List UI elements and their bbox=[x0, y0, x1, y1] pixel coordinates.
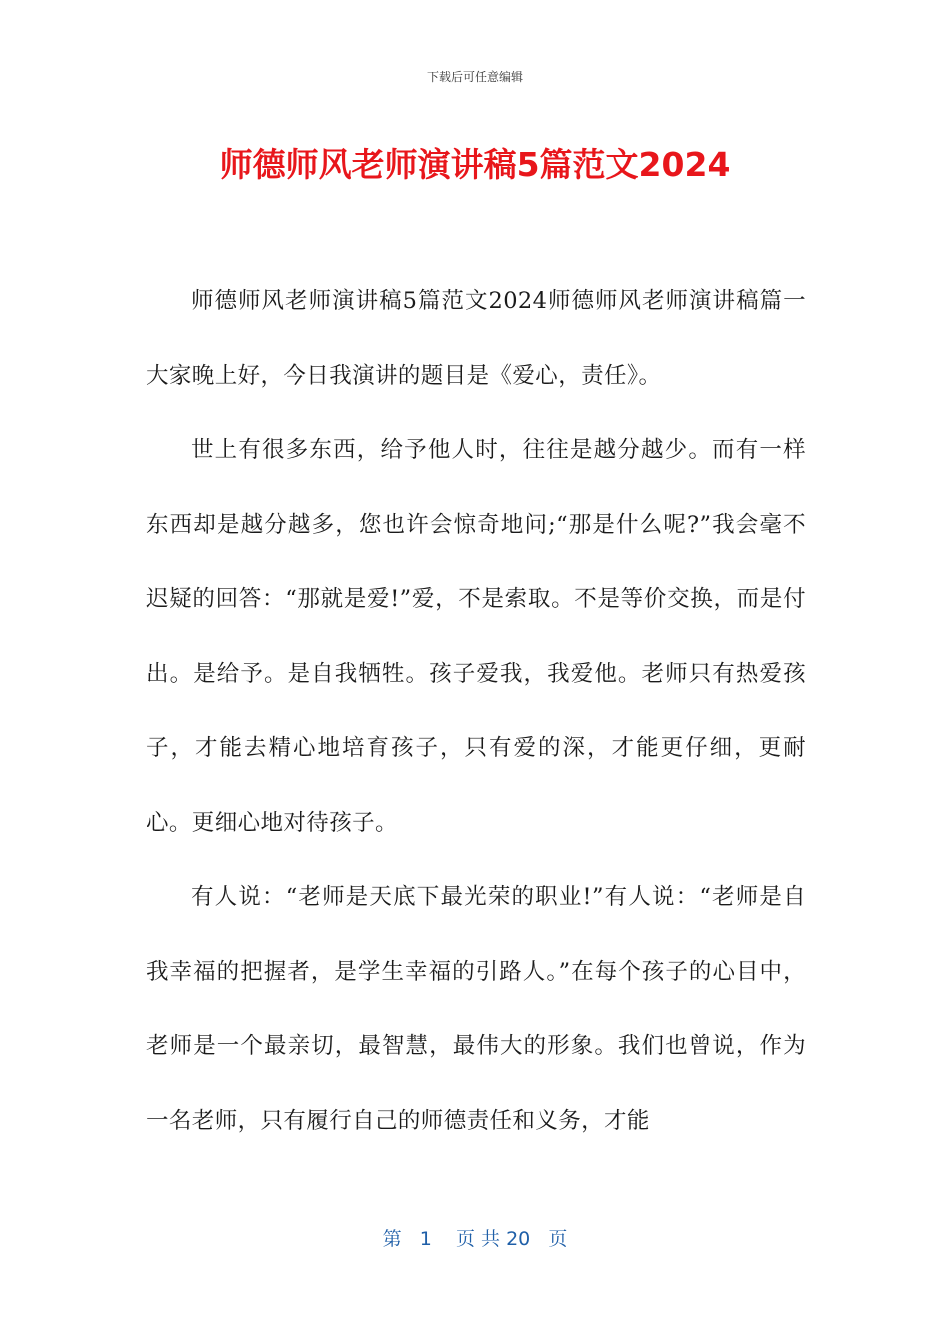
footer-prefix: 第 bbox=[382, 1228, 402, 1250]
footer-suffix: 页 bbox=[548, 1228, 568, 1250]
paragraph-2: 世上有很多东西，给予他人时，往往是越分越少。而有一样东西却是越分越多，您也许会惊奇地问;“那是什么呢?”我会毫不迟疑的回答：“那就是爱!”爱，不是索取。不是等价交换，而是付出。是给予。是自我牺牲。孩子爱我，我爱他。老师只有热爱孩子，才能去精心地培育孩子，只有爱的深，才能更仔细，更耐心。更细心地对待孩子。 bbox=[146, 437, 806, 836]
footer-total-pages: 20 bbox=[506, 1228, 531, 1250]
document-title: 师德师风老师演讲稿5篇范文2024 bbox=[219, 145, 731, 184]
page-footer bbox=[0, 1224, 950, 1251]
document-body bbox=[146, 264, 806, 1158]
download-note: 下载后可任意编辑 bbox=[426, 70, 523, 84]
footer-current-page: 1 bbox=[419, 1228, 432, 1250]
paragraph-1: 师德师风老师演讲稿5篇范文2024师德师风老师演讲稿篇一大家晚上好，今日我演讲的题目是《爱心，责任》。 bbox=[146, 288, 806, 389]
footer-middle: 页 共 bbox=[455, 1228, 501, 1250]
paragraph-3: 有人说：“老师是天底下最光荣的职业!”有人说：“老师是自我幸福的把握者，是学生幸福的引路人。”在每个孩子的心目中，老师是一个最亲切，最智慧，最伟大的形象。我们也曾说，作为一名老师，只有履行自己的师德责任和义务，才能 bbox=[146, 884, 806, 1134]
